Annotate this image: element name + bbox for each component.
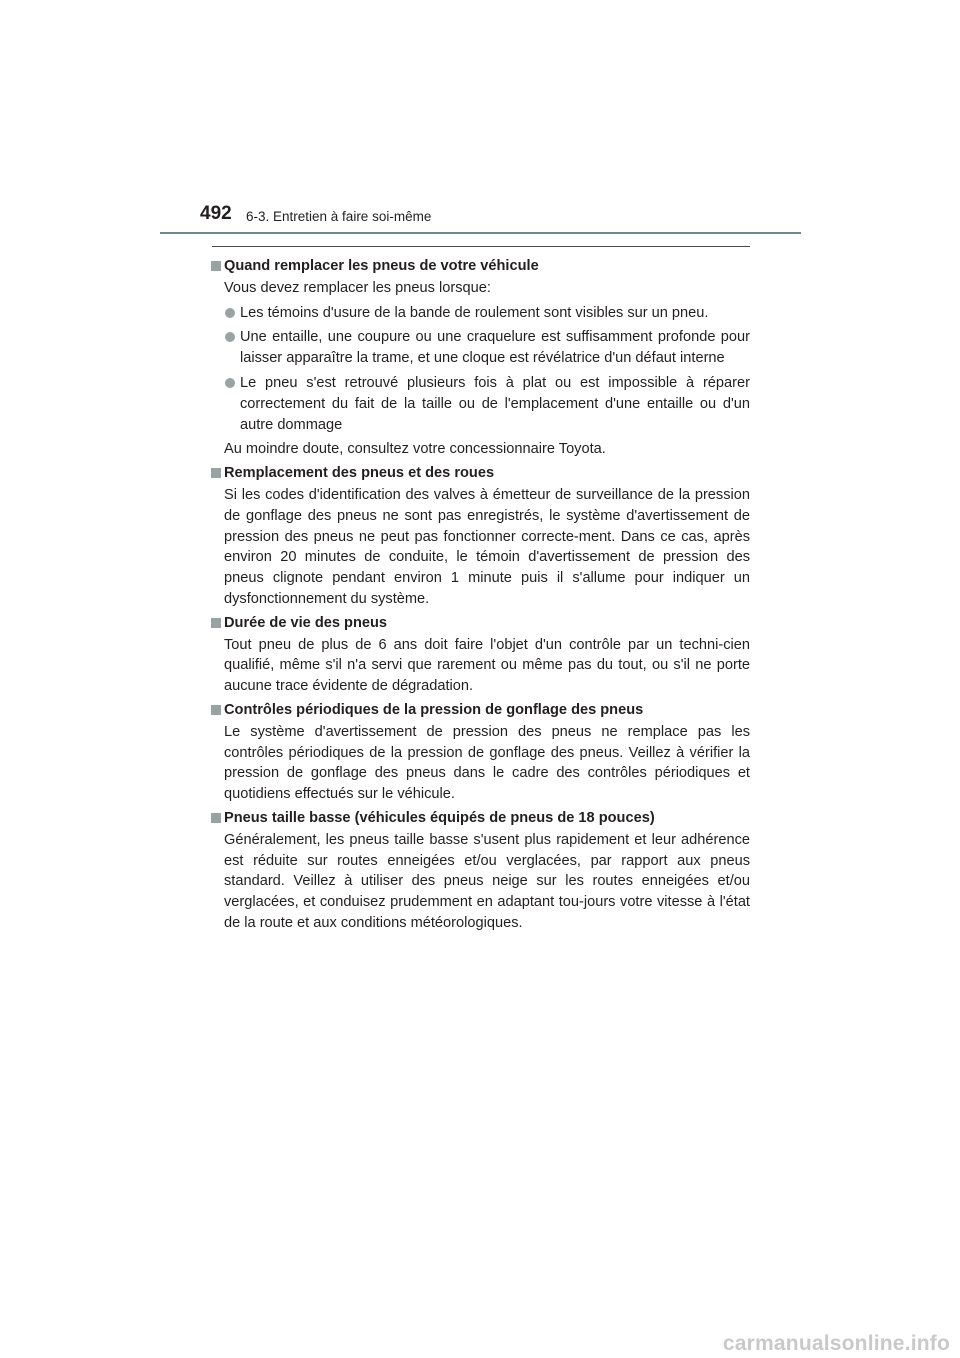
page-content	[209, 256, 750, 934]
square-bullet-icon	[211, 813, 221, 823]
square-bullet-icon	[211, 705, 221, 715]
watermark: carmanualsonline.info	[722, 1332, 950, 1355]
section-heading-text: Pneus taille basse (véhicules équipés de pneus de 18 pouces)	[224, 809, 655, 826]
circle-bullet-icon	[225, 378, 235, 388]
list-item-text: Le pneu s'est retrouvé plusieurs fois à plat ou est impossible à réparer correctement du fait de la taille ou de l'emplacement d'une entaille ou d'un autre dommage	[240, 374, 750, 433]
section-tire-wheel-replacement	[209, 463, 750, 610]
section-body: Généralement, les pneus taille basse s'usent plus rapidement et leur adhérence est réduite sur routes enneigées et/ou verglacées, par rapport aux pneus standard. Veillez à utiliser des pneus neige sur les routes enneigées et/ou verglacées, et conduisez prudemment en adaptant tou-jours votre vitesse à l'état de la route et aux conditions météorologiques.	[224, 831, 750, 931]
section-outro: Au moindre doute, consultez votre concessionnaire Toyota.	[224, 441, 606, 458]
section-intro: Vous devez remplacer les pneus lorsque:	[224, 279, 491, 296]
section-low-profile-tires	[209, 808, 750, 934]
section-body: Tout pneu de plus de 6 ans doit faire l'objet d'un contrôle par un techni-cien qualifié, même s'il n'a servi que rarement ou même pas du tout, ou s'il ne porte aucune trace évidente de dégradation.	[224, 636, 750, 695]
list-item	[209, 373, 750, 435]
list-item-text: Une entaille, une coupure ou une craquelure est suffisamment profonde pour laisser apparaître la trame, et une cloque est révélatrice d'un défaut interne	[240, 329, 750, 367]
circle-bullet-icon	[225, 308, 235, 318]
section-heading-text: Remplacement des pneus et des roues	[224, 465, 495, 482]
section-heading-text: Contrôles périodiques de la pression de gonflage des pneus	[224, 701, 644, 718]
section-heading	[209, 700, 750, 721]
list-item	[209, 303, 750, 324]
square-bullet-icon	[211, 261, 221, 271]
circle-bullet-icon	[225, 332, 235, 342]
section-heading	[209, 808, 750, 829]
section-when-replace-tires	[209, 256, 750, 460]
list-item	[209, 327, 750, 369]
section-body: Si les codes d'identification des valves à émetteur de surveillance de la pression de gonflage des pneus ne sont pas enregistrés, le système d'avertissement de pression des pneus ne peut pas fonctionner correcte-ment. Dans ce cas, après environ 20 minutes de conduite, le témoin d'avertissement de pression des pneus clignote pendant environ 1 minute puis il s'allume pour indiquer un dysfonctionnement du système.	[224, 486, 750, 607]
content-rule	[212, 246, 750, 247]
square-bullet-icon	[211, 468, 221, 478]
header-rule	[160, 232, 801, 234]
page-number: 492	[200, 203, 232, 224]
section-heading-text: Quand remplacer les pneus de votre véhicule	[224, 258, 539, 274]
section-heading	[209, 463, 750, 484]
chapter-title: 6-3. Entretien à faire soi-même	[246, 209, 432, 224]
section-heading	[209, 256, 750, 277]
section-heading	[209, 613, 750, 634]
section-periodic-pressure-checks	[209, 700, 750, 805]
section-tire-lifespan	[209, 613, 750, 697]
section-body: Le système d'avertissement de pression des pneus ne remplace pas les contrôles périodiques de la pression de gonflage des pneus. Veillez à vérifier la pression de gonflage des pneus dans le cadre des contrôles périodiques et quotidiens effectués sur le véhicule.	[224, 723, 750, 803]
section-heading-text: Durée de vie des pneus	[224, 614, 388, 631]
list-item-text: Les témoins d'usure de la bande de roulement sont visibles sur un pneu.	[240, 304, 709, 321]
square-bullet-icon	[211, 618, 221, 628]
